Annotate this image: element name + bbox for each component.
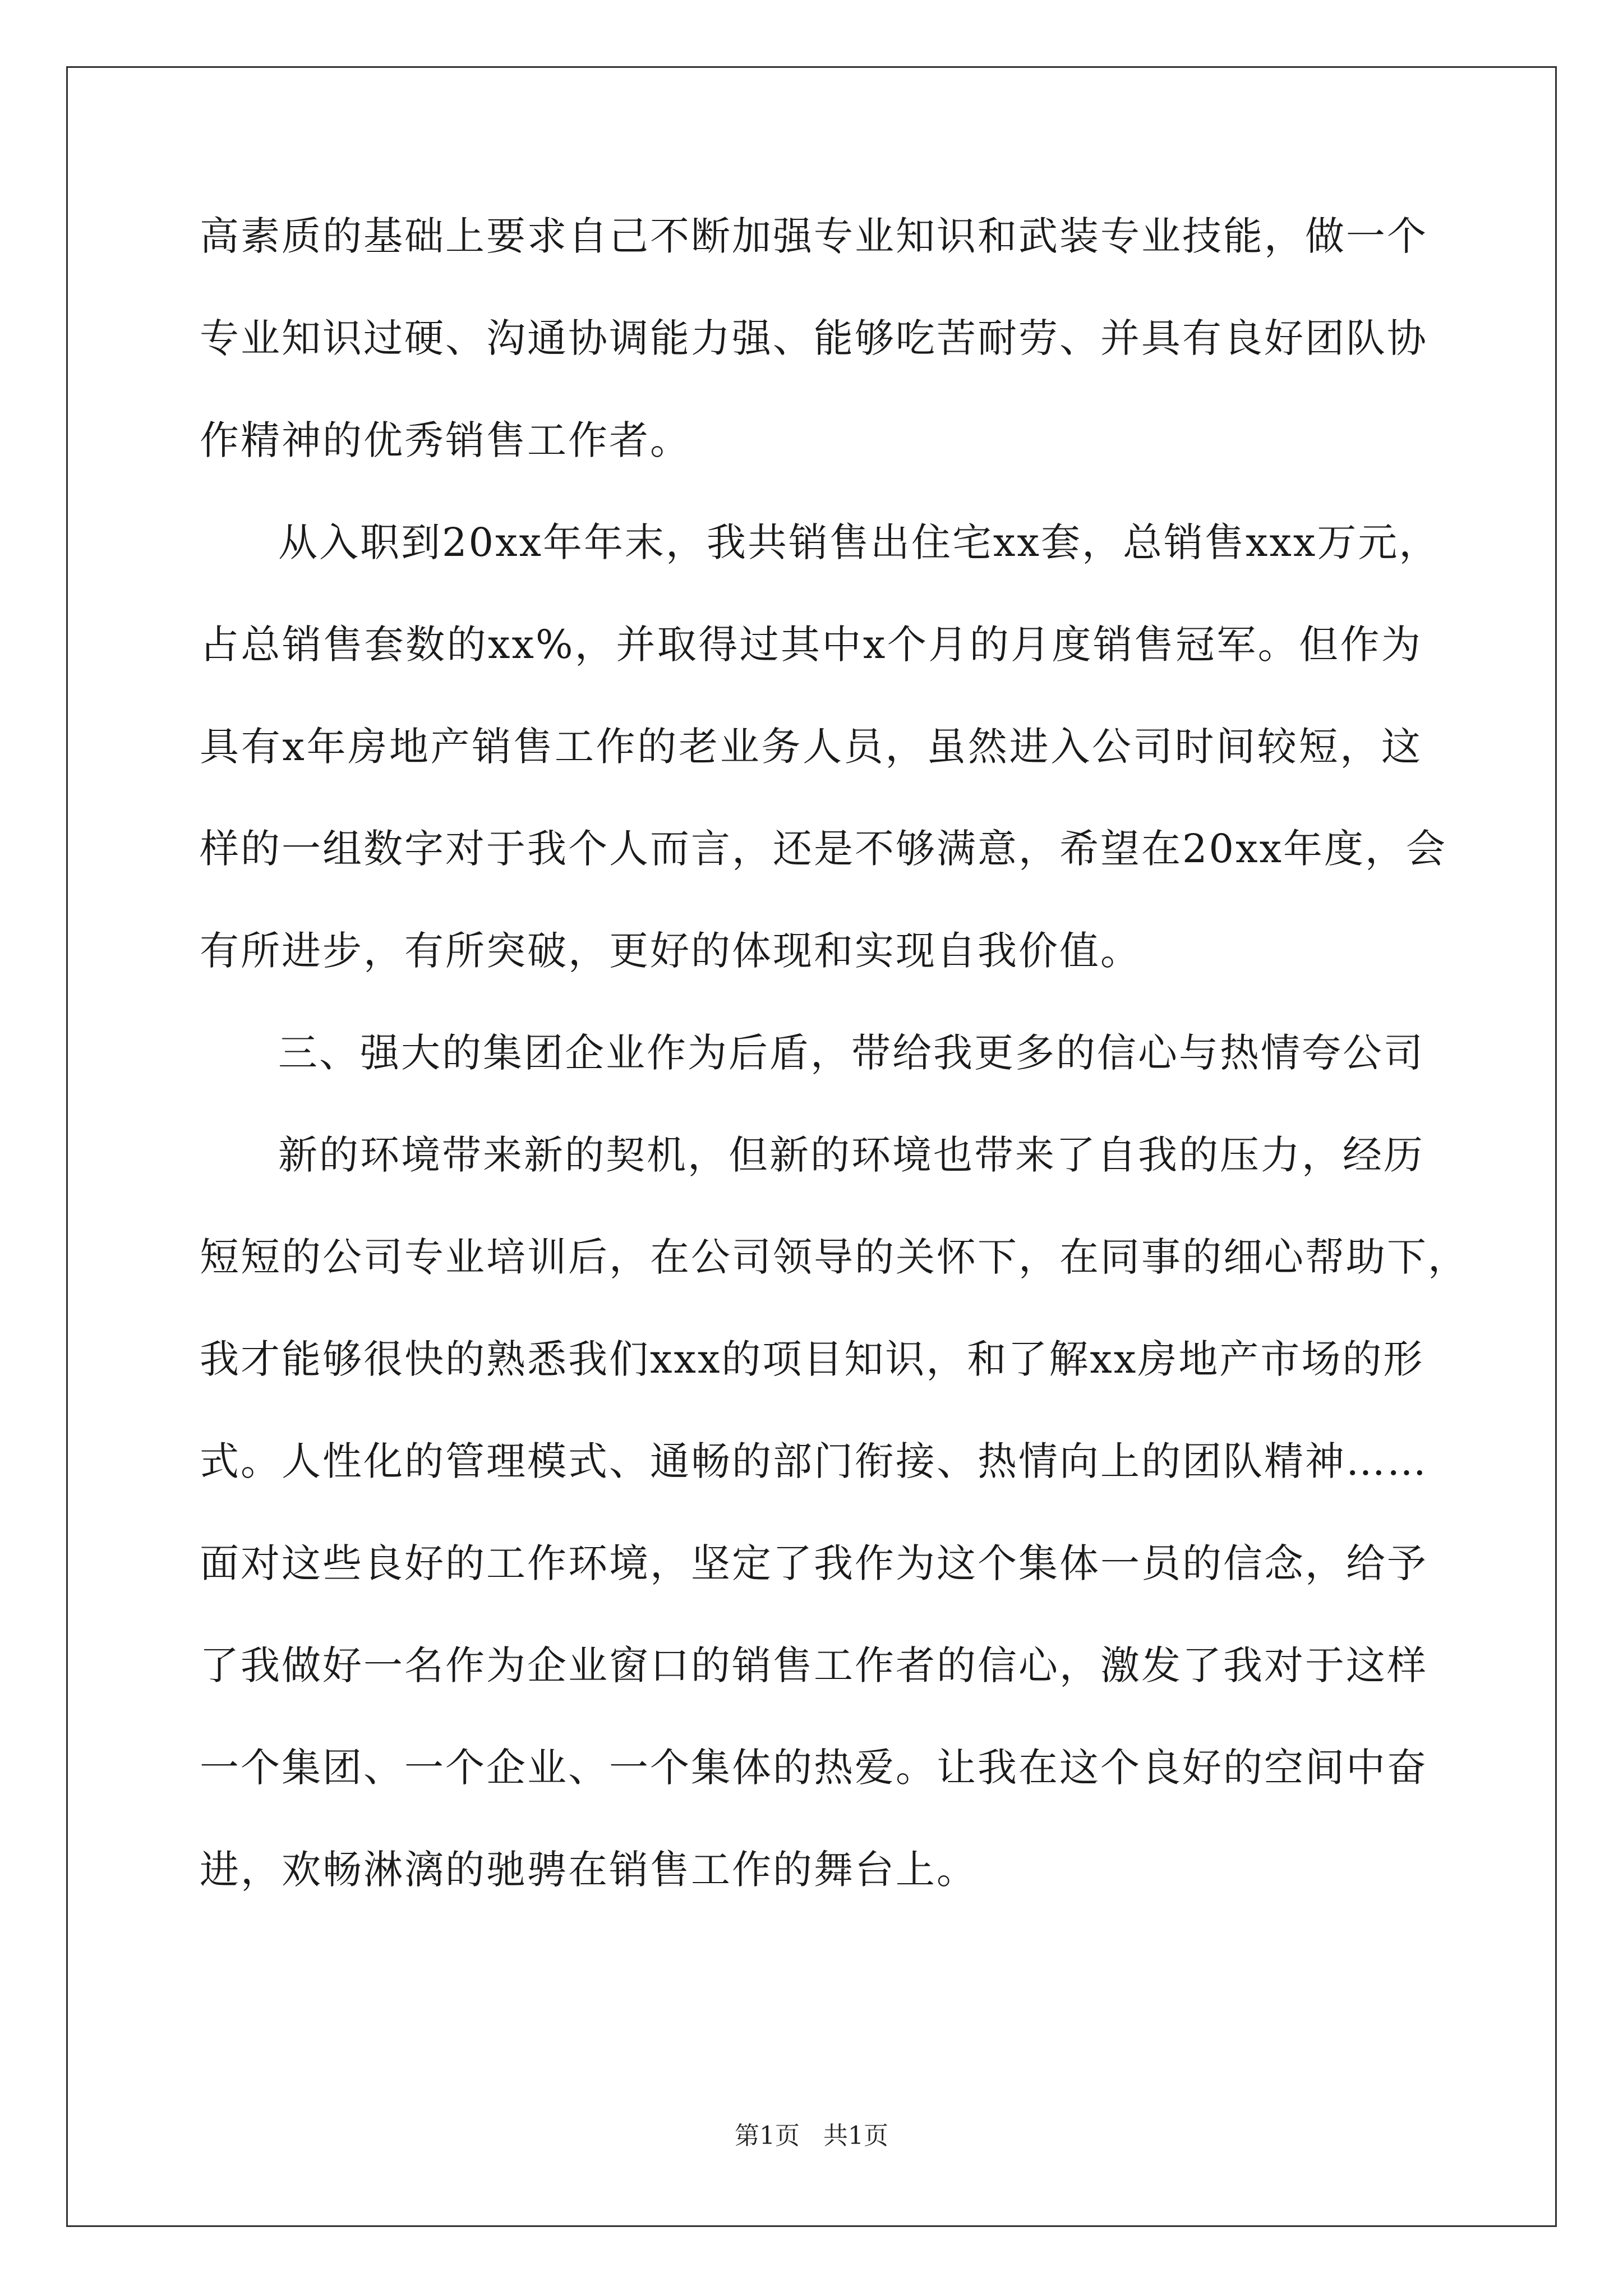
body-text [200,185,1469,1921]
text-line: 有所进步，有所突破，更好的体现和实现自我价值。 [200,928,1141,974]
text-line: 我才能够很快的熟悉我们xxx的项目知识，和了解xx房地产市场的形 [200,1336,1424,1382]
text-line: 样的一组数字对于我个人而言，还是不够满意，希望在20xx年度，会 [200,826,1447,872]
text-line: 面对这些良好的工作环境，坚定了我作为这个集体一员的信念，给予 [200,1540,1428,1586]
text-line: 一个集团、一个企业、一个集体的热爱。让我在这个良好的空间中奋 [200,1745,1428,1791]
text-line: 高素质的基础上要求自己不断加强专业知识和武装专业技能，做一个 [200,213,1428,259]
section-heading: 三、强大的集团企业作为后盾，带给我更多的信心与热情夸公司 [278,1030,1424,1076]
text-line: 式。人性化的管理模式、通畅的部门衔接、热情向上的团队精神…… [200,1438,1428,1484]
text-line: 具有x年房地产销售工作的老业务人员，虽然进入公司时间较短，这 [200,724,1422,770]
text-line: 短短的公司专业培训后，在公司领导的关怀下，在同事的细心帮助下， [200,1234,1469,1280]
text-line: 专业知识过硬、沟通协调能力强、能够吃苦耐劳、并具有良好团队协 [200,315,1428,361]
text-line: 作精神的优秀销售工作者。 [200,417,691,463]
text-line: 了我做好一名作为企业窗口的销售工作者的信心，激发了我对于这样 [200,1642,1428,1688]
page-total: 共1页 [823,2122,888,2150]
text-line: 占总销售套数的xx%，并取得过其中x个月的月度销售冠军。但作为 [200,622,1422,668]
page-number: 第1页 [735,2122,800,2150]
text-line: 从入职到20xx年年末，我共销售出住宅xx套，总销售xxx万元， [278,519,1440,565]
text-line: 新的环境带来新的契机，但新的环境也带来了自我的压力，经历 [278,1132,1424,1178]
text-line: 进，欢畅淋漓的驰骋在销售工作的舞台上。 [200,1847,978,1893]
page-footer [0,2119,1623,2153]
